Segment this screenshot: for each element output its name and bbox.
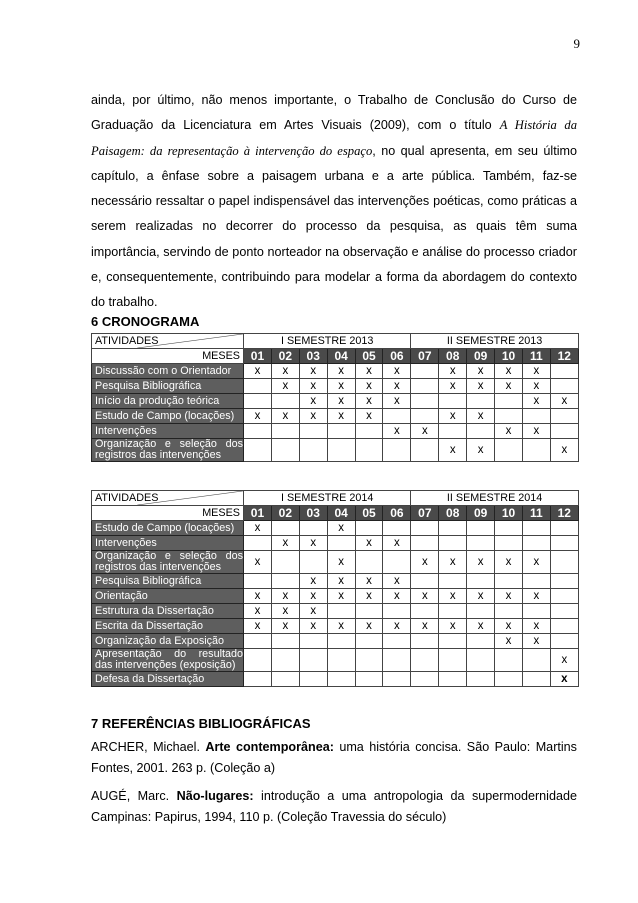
schedule-cell — [495, 439, 523, 462]
schedule-cell — [439, 521, 467, 536]
schedule-cell — [522, 574, 550, 589]
schedule-cell — [467, 574, 495, 589]
section-7-heading: 7 REFERÊNCIAS BIBLIOGRÁFICAS — [91, 716, 311, 731]
reference-author: AUGÉ, Marc. — [91, 789, 177, 803]
schedule-cell: x — [271, 619, 299, 634]
schedule-cell — [299, 649, 327, 672]
schedule-cell: x — [244, 619, 272, 634]
paragraph-text-end: , no qual apresenta, em seu último capítulo, a ênfase sobre a paisagem urbana e a arte pública. Também, faz-se necessário ressaltar o papel indispensável das intervenções poéticas, como práticas a serem realizadas no decorrer do processo da pesquisa, as quais têm suma importância, servindo de ponto norteador na observação e análise do processo criador e, consequentemente, contribuindo para modelar a forma da abordagem do contexto do trabalho. — [91, 143, 578, 310]
schedule-cell: x — [299, 574, 327, 589]
schedule-cell: x — [299, 379, 327, 394]
schedule-cell — [495, 574, 523, 589]
month-header: 09 — [467, 349, 495, 364]
schedule-cell — [383, 634, 411, 649]
schedule-cell — [439, 536, 467, 551]
schedule-cell — [550, 619, 578, 634]
schedule-cell — [244, 574, 272, 589]
schedule-table-2014 — [91, 490, 579, 687]
schedule-cell: x — [355, 409, 383, 424]
schedule-cell — [244, 634, 272, 649]
activity-label: Início da produção teórica — [92, 394, 244, 409]
schedule-cell — [439, 634, 467, 649]
body-paragraph — [91, 88, 577, 316]
schedule-cell: x — [299, 394, 327, 409]
schedule-cell: x — [439, 619, 467, 634]
schedule-cell — [550, 521, 578, 536]
schedule-cell — [411, 672, 439, 687]
schedule-cell: x — [244, 409, 272, 424]
month-header: 06 — [383, 349, 411, 364]
schedule-cell: x — [550, 394, 578, 409]
schedule-cell: x — [299, 619, 327, 634]
reference-title: Arte contemporânea: — [205, 740, 334, 754]
month-header: 02 — [271, 506, 299, 521]
meses-header: MESES — [92, 506, 244, 521]
schedule-cell: x — [299, 536, 327, 551]
schedule-cell — [467, 521, 495, 536]
schedule-cell — [467, 604, 495, 619]
schedule-cell: x — [439, 551, 467, 574]
schedule-cell — [522, 536, 550, 551]
schedule-cell — [355, 649, 383, 672]
schedule-cell: x — [550, 649, 578, 672]
table-row — [92, 649, 579, 672]
month-header: 12 — [550, 506, 578, 521]
schedule-cell: x — [439, 379, 467, 394]
schedule-cell: x — [299, 589, 327, 604]
table-row — [92, 379, 579, 394]
schedule-cell — [411, 364, 439, 379]
schedule-cell: x — [355, 536, 383, 551]
schedule-cell — [271, 649, 299, 672]
schedule-cell — [299, 521, 327, 536]
schedule-cell: x — [355, 364, 383, 379]
schedule-cell — [439, 394, 467, 409]
schedule-cell: x — [327, 379, 355, 394]
schedule-cell — [355, 521, 383, 536]
schedule-cell: x — [327, 619, 355, 634]
schedule-cell: x — [355, 574, 383, 589]
table-row — [92, 634, 579, 649]
schedule-cell — [550, 536, 578, 551]
schedule-cell — [467, 649, 495, 672]
activity-label: Discussão com o Orientador — [92, 364, 244, 379]
month-header: 01 — [244, 349, 272, 364]
schedule-cell — [550, 379, 578, 394]
schedule-cell: x — [522, 634, 550, 649]
schedule-cell — [383, 521, 411, 536]
schedule-cell: x — [383, 364, 411, 379]
schedule-table-2013 — [91, 333, 579, 462]
schedule-cell — [299, 672, 327, 687]
schedule-cell — [467, 536, 495, 551]
activity-label: Estudo de Campo (locações) — [92, 409, 244, 424]
activity-label: Intervenções — [92, 424, 244, 439]
schedule-cell — [495, 536, 523, 551]
schedule-cell: x — [522, 619, 550, 634]
schedule-cell: x — [383, 394, 411, 409]
schedule-cell — [467, 634, 495, 649]
schedule-cell — [495, 672, 523, 687]
schedule-cell: x — [439, 409, 467, 424]
schedule-cell — [271, 574, 299, 589]
schedule-cell: x — [550, 672, 578, 687]
table-row — [92, 424, 579, 439]
schedule-cell: x — [411, 589, 439, 604]
schedule-cell — [383, 551, 411, 574]
schedule-cell: x — [411, 551, 439, 574]
schedule-cell: x — [439, 364, 467, 379]
activity-label: Apresentação do resultado das intervenções (exposição) — [92, 649, 244, 672]
schedule-cell — [383, 409, 411, 424]
schedule-cell: x — [467, 379, 495, 394]
table-row — [92, 521, 579, 536]
activity-label: Defesa da Dissertação — [92, 672, 244, 687]
schedule-cell — [299, 551, 327, 574]
schedule-cell — [327, 536, 355, 551]
semester-1-header: I SEMESTRE 2014 — [244, 491, 411, 506]
schedule-cell: x — [355, 619, 383, 634]
month-header: 07 — [411, 506, 439, 521]
month-header: 08 — [439, 349, 467, 364]
schedule-cell — [411, 521, 439, 536]
month-header: 11 — [522, 506, 550, 521]
schedule-cell: x — [383, 379, 411, 394]
schedule-cell — [327, 439, 355, 462]
month-header: 05 — [355, 506, 383, 521]
schedule-cell: x — [244, 589, 272, 604]
schedule-cell — [355, 634, 383, 649]
schedule-cell: x — [244, 551, 272, 574]
schedule-cell: x — [522, 551, 550, 574]
schedule-cell: x — [522, 379, 550, 394]
schedule-cell — [550, 364, 578, 379]
schedule-cell — [522, 409, 550, 424]
schedule-cell: x — [383, 536, 411, 551]
schedule-cell: x — [327, 409, 355, 424]
schedule-cell — [271, 394, 299, 409]
activity-label: Organização e seleção dos registros das intervenções — [92, 439, 244, 462]
table-row — [92, 409, 579, 424]
schedule-cell: x — [467, 551, 495, 574]
schedule-cell — [299, 439, 327, 462]
schedule-cell — [411, 649, 439, 672]
schedule-cell — [383, 439, 411, 462]
schedule-cell: x — [495, 589, 523, 604]
schedule-cell: x — [299, 604, 327, 619]
schedule-cell — [439, 424, 467, 439]
month-header: 03 — [299, 349, 327, 364]
schedule-cell: x — [299, 364, 327, 379]
schedule-cell — [522, 439, 550, 462]
table-row — [92, 619, 579, 634]
schedule-cell — [299, 424, 327, 439]
month-header: 04 — [327, 506, 355, 521]
schedule-cell: x — [411, 424, 439, 439]
page-number: 9 — [573, 36, 580, 51]
month-header: 03 — [299, 506, 327, 521]
reference-title: Não-lugares: — [176, 789, 254, 803]
schedule-cell — [411, 574, 439, 589]
month-header: 09 — [467, 506, 495, 521]
reference-entry — [91, 786, 577, 828]
month-header: 01 — [244, 506, 272, 521]
semester-1-header: I SEMESTRE 2013 — [244, 334, 411, 349]
table-row — [92, 672, 579, 687]
month-header: 12 — [550, 349, 578, 364]
activity-label: Intervenções — [92, 536, 244, 551]
schedule-cell: x — [244, 364, 272, 379]
month-header: 07 — [411, 349, 439, 364]
month-header: 06 — [383, 506, 411, 521]
schedule-cell: x — [495, 424, 523, 439]
section-6-heading: 6 CRONOGRAMA — [91, 314, 200, 329]
schedule-cell — [244, 379, 272, 394]
schedule-cell: x — [467, 364, 495, 379]
schedule-cell: x — [327, 364, 355, 379]
table-row — [92, 364, 579, 379]
schedule-cell — [327, 649, 355, 672]
schedule-cell: x — [467, 589, 495, 604]
schedule-cell — [271, 439, 299, 462]
schedule-cell — [327, 604, 355, 619]
month-header: 02 — [271, 349, 299, 364]
month-header: 04 — [327, 349, 355, 364]
schedule-cell: x — [327, 551, 355, 574]
table-row — [92, 551, 579, 574]
schedule-cell: x — [327, 574, 355, 589]
schedule-cell — [355, 604, 383, 619]
schedule-cell — [550, 589, 578, 604]
schedule-cell — [271, 521, 299, 536]
activity-label: Organização e seleção dos registros das intervenções — [92, 551, 244, 574]
schedule-cell — [550, 424, 578, 439]
schedule-cell — [439, 649, 467, 672]
schedule-cell: x — [355, 379, 383, 394]
schedule-cell: x — [327, 394, 355, 409]
schedule-cell — [495, 409, 523, 424]
schedule-cell — [550, 604, 578, 619]
paragraph-text-start: ainda, por último, não menos importante, o Trabalho de Conclusão do Curso de Graduação da Licenciatura em Artes Visuais (2009), com o título — [91, 93, 577, 133]
schedule-cell — [383, 672, 411, 687]
activity-label: Estrutura da Dissertação — [92, 604, 244, 619]
schedule-cell — [327, 672, 355, 687]
schedule-cell — [522, 649, 550, 672]
schedule-cell: x — [327, 589, 355, 604]
table-row — [92, 536, 579, 551]
table-row — [92, 574, 579, 589]
schedule-cell — [550, 551, 578, 574]
activity-label: Escrita da Dissertação — [92, 619, 244, 634]
schedule-cell: x — [522, 589, 550, 604]
month-header: 10 — [495, 506, 523, 521]
schedule-cell — [439, 672, 467, 687]
schedule-cell: x — [383, 574, 411, 589]
schedule-cell: x — [244, 521, 272, 536]
table-row — [92, 604, 579, 619]
schedule-cell: x — [271, 409, 299, 424]
activity-label: Organização da Exposição — [92, 634, 244, 649]
schedule-cell — [411, 536, 439, 551]
reference-details: introdução a uma antropologia da supermodernidade Campinas: Papirus, 1994, 110 p. (Coleção Travessia do século) — [91, 789, 577, 824]
schedule-cell — [244, 394, 272, 409]
schedule-cell: x — [495, 619, 523, 634]
schedule-cell: x — [467, 439, 495, 462]
activity-label: Orientação — [92, 589, 244, 604]
schedule-cell — [467, 672, 495, 687]
schedule-cell — [411, 409, 439, 424]
schedule-cell — [439, 604, 467, 619]
thesis-title-italic: A História da Paisagem: da representação à intervenção do espaço — [91, 118, 578, 158]
activity-label: Pesquisa Bibliográfica — [92, 379, 244, 394]
schedule-cell: x — [495, 364, 523, 379]
schedule-cell — [522, 672, 550, 687]
semester-2-header: II SEMESTRE 2014 — [411, 491, 578, 506]
schedule-cell — [495, 521, 523, 536]
schedule-cell — [495, 604, 523, 619]
schedule-cell — [495, 394, 523, 409]
schedule-cell: x — [271, 604, 299, 619]
reference-entry — [91, 737, 577, 779]
schedule-cell: x — [522, 364, 550, 379]
schedule-cell — [271, 551, 299, 574]
month-header: 11 — [522, 349, 550, 364]
schedule-cell: x — [244, 604, 272, 619]
table-row — [92, 439, 579, 462]
reference-author: ARCHER, Michael. — [91, 740, 206, 754]
schedule-cell — [439, 574, 467, 589]
schedule-cell: x — [522, 394, 550, 409]
schedule-cell: x — [299, 409, 327, 424]
schedule-cell: x — [383, 424, 411, 439]
schedule-cell: x — [383, 619, 411, 634]
schedule-cell: x — [411, 619, 439, 634]
schedule-cell — [550, 409, 578, 424]
month-header: 05 — [355, 349, 383, 364]
schedule-cell: x — [271, 536, 299, 551]
schedule-cell — [355, 439, 383, 462]
schedule-cell — [355, 551, 383, 574]
schedule-cell: x — [355, 589, 383, 604]
meses-header: MESES — [92, 349, 244, 364]
reference-details: uma história concisa. São Paulo: Martins Fontes, 2001. 263 p. (Coleção a) — [91, 740, 577, 775]
schedule-cell — [244, 649, 272, 672]
semester-2-header: II SEMESTRE 2013 — [411, 334, 578, 349]
schedule-cell: x — [327, 521, 355, 536]
schedule-cell: x — [495, 379, 523, 394]
schedule-cell — [411, 634, 439, 649]
month-header: 10 — [495, 349, 523, 364]
schedule-cell: x — [467, 409, 495, 424]
schedule-cell — [244, 424, 272, 439]
schedule-cell — [467, 424, 495, 439]
schedule-cell — [411, 379, 439, 394]
schedule-cell: x — [271, 379, 299, 394]
schedule-cell: x — [467, 619, 495, 634]
diagonal-divider — [92, 334, 243, 348]
atividades-header: ATIVIDADES — [92, 334, 244, 349]
schedule-cell — [411, 439, 439, 462]
month-header: 08 — [439, 506, 467, 521]
activity-label: Pesquisa Bibliográfica — [92, 574, 244, 589]
schedule-cell — [271, 634, 299, 649]
schedule-cell — [550, 574, 578, 589]
schedule-cell — [355, 424, 383, 439]
schedule-cell: x — [495, 634, 523, 649]
schedule-cell: x — [550, 439, 578, 462]
diagonal-divider — [92, 491, 243, 505]
schedule-cell — [244, 536, 272, 551]
schedule-cell: x — [522, 424, 550, 439]
schedule-cell — [244, 672, 272, 687]
atividades-header: ATIVIDADES — [92, 491, 244, 506]
activity-label: Estudo de Campo (locações) — [92, 521, 244, 536]
schedule-cell — [550, 634, 578, 649]
schedule-cell — [411, 604, 439, 619]
schedule-cell — [495, 649, 523, 672]
schedule-cell: x — [439, 439, 467, 462]
schedule-cell — [299, 634, 327, 649]
schedule-cell — [411, 394, 439, 409]
schedule-cell: x — [355, 394, 383, 409]
schedule-cell — [327, 424, 355, 439]
schedule-cell: x — [271, 589, 299, 604]
schedule-cell: x — [439, 589, 467, 604]
schedule-cell — [271, 672, 299, 687]
table-row — [92, 394, 579, 409]
schedule-cell — [467, 394, 495, 409]
schedule-cell — [522, 604, 550, 619]
schedule-cell — [327, 634, 355, 649]
schedule-cell: x — [383, 589, 411, 604]
schedule-cell: x — [495, 551, 523, 574]
schedule-cell: x — [271, 364, 299, 379]
schedule-cell — [383, 649, 411, 672]
schedule-cell — [271, 424, 299, 439]
schedule-cell — [355, 672, 383, 687]
table-row — [92, 589, 579, 604]
schedule-cell — [522, 521, 550, 536]
schedule-cell — [383, 604, 411, 619]
schedule-cell — [244, 439, 272, 462]
